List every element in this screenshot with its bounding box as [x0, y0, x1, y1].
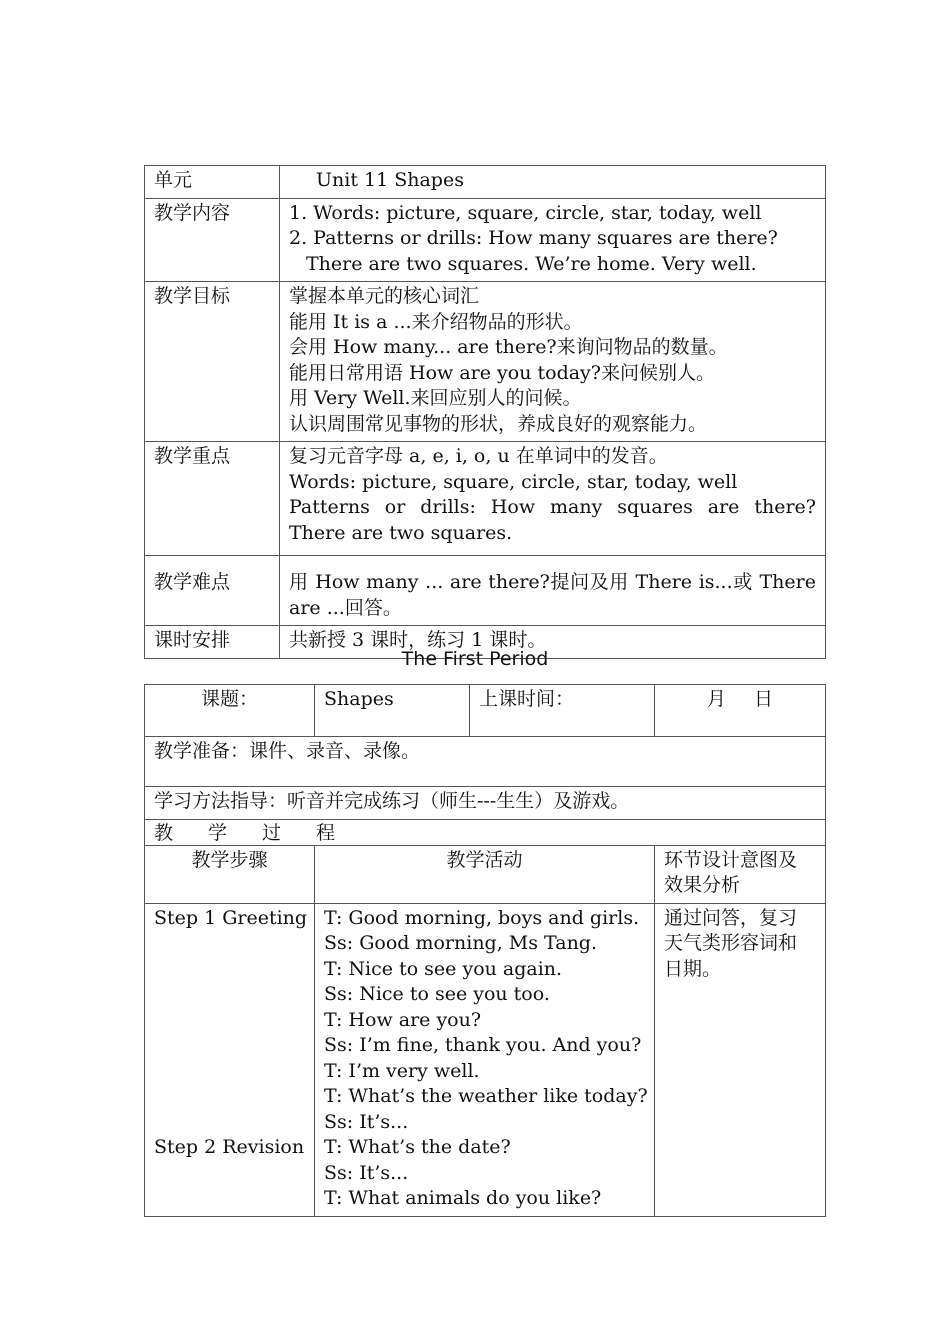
step-greeting: Step 1 Greeting — [154, 906, 308, 929]
goal-line: 能用 It is a ...来介绍物品的形状。 — [289, 310, 583, 333]
schedule-text: 共新授 3 课时，练习 1 课时。 — [280, 626, 826, 659]
content-line: There are two squares. We’re home. Very well. — [306, 252, 757, 275]
difficulty-text: 用 How many ... are there?提问及用 There is...或 There are ...回答。 — [280, 556, 826, 626]
col-analysis-header: 环节设计意图及 效果分析 — [655, 845, 826, 903]
unit-overview-table — [144, 165, 826, 659]
dialogue-line: Ss: It’s... — [324, 1110, 409, 1133]
goal-line: 能用日常用语 How are you today?来问候别人。 — [289, 361, 715, 384]
month-label: 月 — [706, 688, 726, 710]
steps-cell — [145, 903, 315, 1216]
content-line: 2. Patterns or drills: How many squares are there? — [289, 227, 778, 249]
dialogue-line: T: Nice to see you again. — [324, 957, 563, 980]
dialogue-line: Ss: Good morning, Ms Tang. — [324, 932, 598, 954]
lesson-plan-table — [144, 684, 826, 1217]
activities-cell — [315, 903, 655, 1216]
dialogue-line: T: What’s the date? — [324, 1136, 511, 1158]
goal-line: 认识周围常见事物的形状，养成良好的观察能力。 — [289, 412, 708, 435]
schedule-label: 课时安排 — [145, 626, 280, 659]
col-steps-header: 教学步骤 — [145, 845, 315, 903]
day-label: 日 — [754, 688, 774, 710]
dialogue-line: T: What animals do you like? — [324, 1187, 602, 1209]
key-line: 复习元音字母 a, e, i, o, u 在单词中的发音。 — [289, 445, 668, 467]
key-label: 教学重点 — [145, 442, 280, 556]
unit-value: Unit 11 Shapes — [280, 166, 826, 199]
analysis-line: 天气类形容词和 — [664, 932, 798, 954]
dialogue-line: Ss: I’m fine, thank you. And you? — [324, 1034, 642, 1056]
dialogue-line: T: I’m very well. — [324, 1059, 480, 1082]
goals-cell — [280, 282, 826, 442]
col-activities-header: 教学活动 — [315, 845, 655, 903]
content-label: 教学内容 — [145, 198, 280, 282]
goal-line: 会用 How many... are there?来询问物品的数量。 — [289, 336, 728, 358]
key-line: Patterns or drills: How many squares are there? There are two squares. — [289, 496, 816, 544]
goal-line: 用 Very Well.来回应别人的问候。 — [289, 387, 582, 409]
topic-label: 课题： — [145, 685, 315, 737]
prep-row: 教学准备：课件、录音、录像。 — [145, 737, 826, 787]
process-heading: 教 学 过 程 — [145, 819, 826, 845]
analysis-line: 通过问答，复习 — [664, 906, 798, 929]
period-title: The First Period — [401, 648, 549, 670]
dialogue-line: Ss: Nice to see you too. — [324, 983, 550, 1005]
key-line: Words: picture, square, circle, star, today, well — [289, 470, 738, 493]
method-row: 学习方法指导：听音并完成练习（师生---生生）及游戏。 — [145, 787, 826, 820]
goals-label: 教学目标 — [145, 282, 280, 442]
step-revision: Step 2 Revision — [154, 1135, 305, 1158]
goal-line: 掌握本单元的核心词汇 — [289, 285, 480, 307]
dialogue-line: T: Good morning, boys and girls. — [324, 906, 640, 929]
time-label: 上课时间： — [470, 685, 655, 737]
dialogue-line: Ss: It’s... — [324, 1161, 409, 1184]
content-line: 1. Words: picture, square, circle, star, today, well — [289, 201, 762, 224]
analysis-line: 日期。 — [664, 957, 722, 980]
dialogue-line: T: How are you? — [324, 1008, 482, 1031]
unit-label: 单元 — [145, 166, 280, 199]
content-cell — [280, 198, 826, 282]
time-value — [655, 685, 826, 737]
analysis-cell — [655, 903, 826, 1216]
difficulty-label: 教学难点 — [145, 556, 280, 626]
topic-value: Shapes — [315, 685, 470, 737]
key-cell — [280, 442, 826, 556]
dialogue-line: T: What’s the weather like today? — [324, 1085, 648, 1107]
